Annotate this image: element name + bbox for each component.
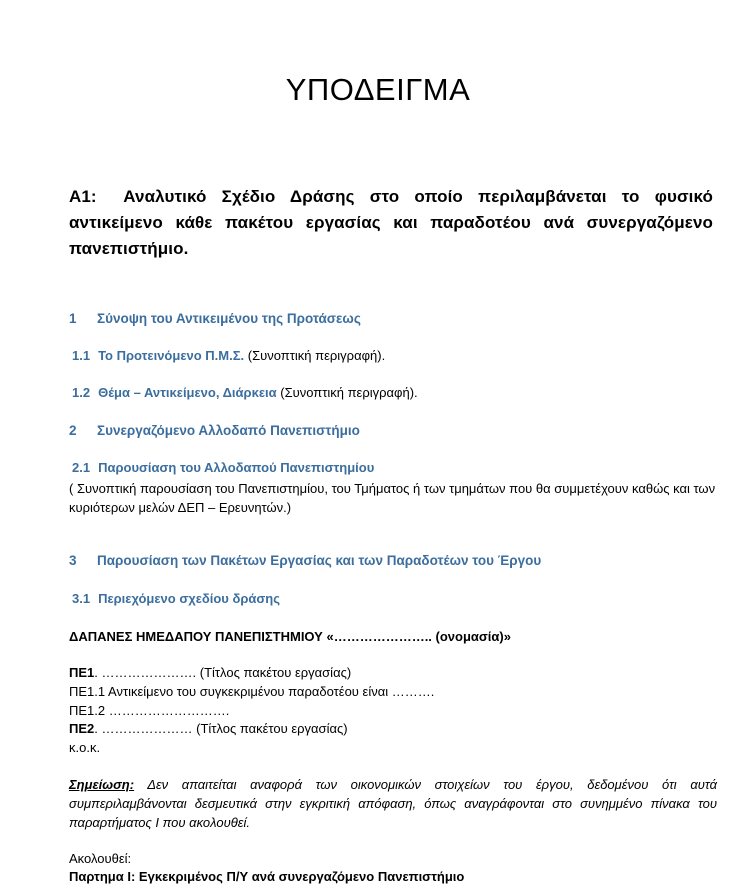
section-1-number: 1 bbox=[69, 311, 77, 326]
section-1-1-number: 1.1 bbox=[72, 348, 91, 363]
work-package-line bbox=[69, 683, 434, 702]
section-1-1-desc: (Συνοπτική περιγραφή). bbox=[247, 348, 386, 363]
appendix-title: Παρτημα Ι: Εγκεκριμένος Π/Υ ανά συνεργαζόμενο Πανεπιστήμιο bbox=[69, 869, 465, 884]
section-1-2 bbox=[72, 385, 418, 400]
section-2-1-desc: ( Συνοπτική παρουσίαση του Πανεπιστημίου, του Τμήματος ή των τμημάτων που θα συμμετέχουν καθώς και των κυριότερων μελών ΔΕΠ – Ερευνητών.) bbox=[69, 481, 716, 515]
note-label: Σημείωση: bbox=[69, 777, 135, 792]
section-1-2-number: 1.2 bbox=[72, 385, 91, 400]
section-3-heading bbox=[69, 553, 541, 568]
section-1-title: Σύνοψη του Αντικειμένου της Προτάσεως bbox=[97, 311, 361, 326]
work-package-text: κ.ο.κ. bbox=[69, 740, 101, 755]
section-3-1-number: 3.1 bbox=[72, 591, 91, 606]
section-1-2-label: Θέμα – Αντικείμενο, Διάρκεια bbox=[98, 385, 277, 400]
section-2-number: 2 bbox=[69, 423, 77, 438]
work-package-text: . ………………… (Τίτλος πακέτου εργασίας) bbox=[94, 721, 348, 736]
work-package-line bbox=[69, 702, 229, 721]
section-1-heading bbox=[69, 311, 361, 326]
a1-text: Αναλυτικό Σχέδιο Δράσης στο οποίο περιλαμβάνεται το φυσικό αντικείμενο κάθε πακέτου εργασίας και παραδοτέου ανά συνεργαζόμενο πανεπιστήμιο. bbox=[69, 187, 713, 258]
section-3-1 bbox=[72, 591, 280, 606]
section-2-heading bbox=[69, 423, 360, 438]
work-package-text: ΠΕ1.1 Αντικείμενο του συγκεκριμένου παραδοτέου είναι ………. bbox=[69, 684, 435, 699]
work-package-line bbox=[69, 720, 348, 739]
note-text: Δεν απαιτείται αναφορά των οικονομικών στοιχείων του έργου, δεδομένου ότι αυτά συμπεριλαμβάνονται δεσμευτικά στην εγκριτική απόφαση, όπως αναγράφονται στο συνημμένο πίνακα του παραρτήματος Ι που ακολουθεί. bbox=[69, 777, 717, 830]
work-package-text: . …………………. (Τίτλος πακέτου εργασίας) bbox=[94, 665, 352, 680]
a1-ref: Α1: bbox=[69, 187, 97, 206]
section-2-1 bbox=[72, 460, 374, 475]
work-package-text: ΠΕ1.2 ………………………. bbox=[69, 703, 230, 718]
work-package-line bbox=[69, 739, 100, 758]
section-2-1-label: Παρουσίαση του Αλλοδαπού Πανεπιστημίου bbox=[98, 460, 375, 475]
section-1-1 bbox=[72, 348, 385, 363]
section-3-title: Παρουσίαση των Πακέτων Εργασίας και των Παραδοτέων του Έργου bbox=[97, 553, 542, 568]
work-package-code: ΠΕ2 bbox=[69, 721, 95, 736]
section-2-1-number: 2.1 bbox=[72, 460, 91, 475]
section-2-title: Συνεργαζόμενο Αλλοδαπό Πανεπιστήμιο bbox=[97, 423, 360, 438]
work-package-code: ΠΕ1 bbox=[69, 665, 95, 680]
section-1-2-desc: (Συνοπτική περιγραφή). bbox=[280, 385, 418, 400]
section-3-1-label: Περιεχόμενο σχεδίου δράσης bbox=[98, 591, 280, 606]
work-package-line bbox=[69, 664, 351, 683]
a1-heading bbox=[69, 184, 713, 262]
section-3-number: 3 bbox=[69, 553, 77, 568]
note-paragraph bbox=[69, 775, 717, 832]
section-1-1-label: Το Προτεινόμενο Π.Μ.Σ. bbox=[98, 348, 245, 363]
expenses-heading: ΔΑΠΑΝΕΣ ΗΜΕΔΑΠΟΥ ΠΑΝΕΠΙΣΤΗΜΙΟΥ «………………….. (ονομασία)» bbox=[69, 629, 511, 644]
document-title: ΥΠΟΔΕΙΓΜΑ bbox=[285, 72, 471, 107]
follows-label: Ακολουθεί: bbox=[69, 851, 132, 866]
